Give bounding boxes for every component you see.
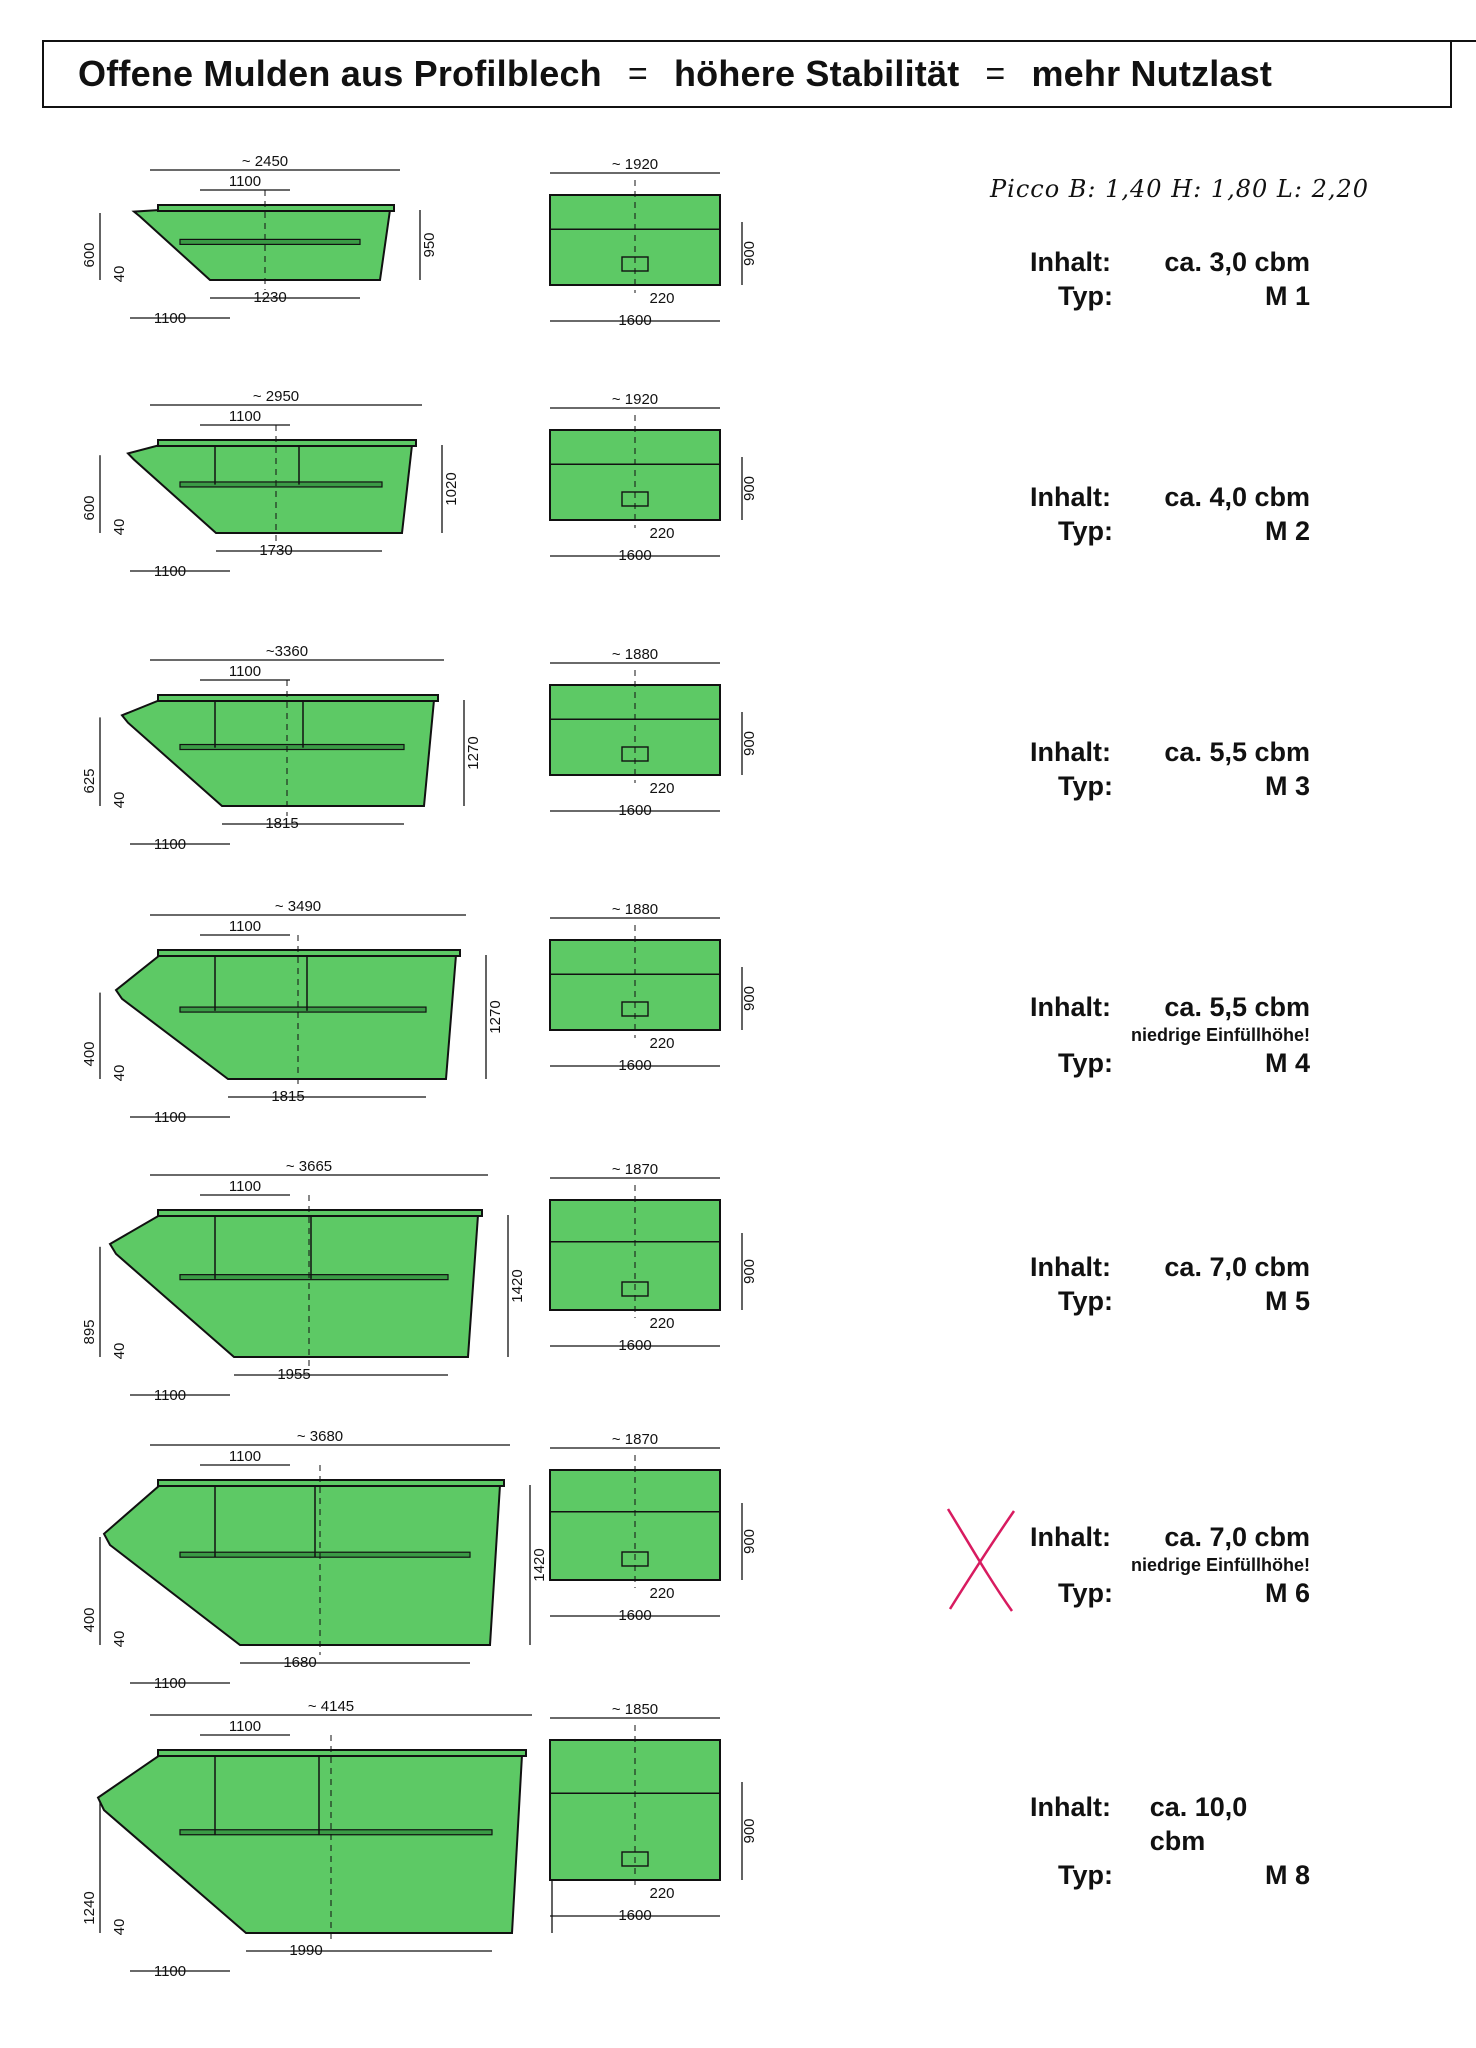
typ-label: Typ: xyxy=(1058,1578,1113,1608)
inhalt-line xyxy=(1030,245,1310,279)
side-bottom-label: 1730 xyxy=(259,542,293,559)
side-bottom-label: 1815 xyxy=(265,815,299,832)
container-info xyxy=(1030,735,1310,803)
inhalt-line xyxy=(1030,480,1310,514)
front-view-drawing xyxy=(520,1155,758,1385)
side-foot-label: 40 xyxy=(111,518,128,536)
front-width-label: ~ 1880 xyxy=(611,901,659,918)
front-height-label: 900 xyxy=(741,1818,758,1844)
front-width-label: ~ 1920 xyxy=(611,391,659,408)
page-header xyxy=(42,40,1452,108)
front-pad-label: 220 xyxy=(649,780,675,797)
inhalt-label: Inhalt: xyxy=(1030,247,1111,277)
side-rail xyxy=(180,239,360,244)
side-base-label: 1100 xyxy=(153,563,187,580)
typ-line xyxy=(1030,1284,1310,1318)
side-base-label: 1100 xyxy=(153,1109,187,1126)
inhalt-value: ca. 10,0 cbm xyxy=(1149,1792,1248,1856)
header-rule xyxy=(1452,40,1476,42)
container-row-m6 xyxy=(0,1425,1476,1692)
side-bottom-label: 1990 xyxy=(289,1942,323,1959)
front-height-label: 900 xyxy=(741,1258,758,1285)
side-length-label: ~3360 xyxy=(265,643,309,660)
inhalt-label: Inhalt: xyxy=(1030,1252,1111,1282)
side-rail xyxy=(180,745,404,750)
side-top-label: 1100 xyxy=(228,408,262,425)
side-rim xyxy=(158,1750,526,1756)
side-top-label: 1100 xyxy=(228,1178,262,1195)
front-pad-label: 220 xyxy=(649,290,675,307)
container-row-m8 xyxy=(0,1695,1476,1980)
header-equals-1: = xyxy=(627,54,648,93)
side-view-drawing xyxy=(70,1695,490,1980)
side-top-label: 1100 xyxy=(228,663,262,680)
side-bottom-label: 1815 xyxy=(271,1088,305,1105)
front-pad-label: 220 xyxy=(649,1885,675,1902)
front-height-label: 900 xyxy=(741,730,758,757)
side-rail xyxy=(180,482,382,487)
side-bottom-label: 1955 xyxy=(277,1366,311,1383)
typ-line xyxy=(1030,1576,1310,1610)
side-length-label: ~ 2950 xyxy=(252,388,300,405)
fill-height-note: niedrige Einfüllhöhe! xyxy=(1131,1025,1310,1045)
container-row-m2 xyxy=(0,385,1476,635)
front-width-label: ~ 1870 xyxy=(611,1161,659,1178)
side-foot-label: 40 xyxy=(111,1064,128,1082)
side-left-height-label: 600 xyxy=(81,242,98,268)
side-foot-label: 40 xyxy=(111,1342,128,1360)
side-length-label: ~ 3490 xyxy=(274,898,322,915)
side-body xyxy=(128,445,412,533)
inhalt-line xyxy=(1030,735,1310,769)
side-bottom-label: 1680 xyxy=(283,1654,317,1671)
inhalt-line xyxy=(1030,1520,1310,1554)
inhalt-value: ca. 5,5 cbm xyxy=(1164,737,1310,767)
inhalt-line xyxy=(1030,1250,1310,1284)
side-view-drawing xyxy=(70,150,490,380)
front-base-label: 1600 xyxy=(618,1057,652,1074)
front-width-label: ~ 1880 xyxy=(611,646,659,663)
inhalt-label: Inhalt: xyxy=(1030,1792,1111,1822)
container-info xyxy=(1030,1250,1310,1318)
side-rim xyxy=(158,1210,482,1216)
inhalt-value: ca. 4,0 cbm xyxy=(1164,482,1310,512)
side-top-label: 1100 xyxy=(228,1718,262,1735)
typ-line xyxy=(1030,1046,1310,1080)
side-view-drawing xyxy=(70,1425,548,1692)
side-left-height-label: 400 xyxy=(81,1607,98,1633)
side-body xyxy=(104,1485,500,1645)
side-body xyxy=(122,700,434,806)
side-left-height-label: 1240 xyxy=(81,1891,98,1925)
side-length-label: ~ 4145 xyxy=(307,1698,355,1715)
side-base-label: 1100 xyxy=(153,310,187,327)
side-foot-label: 40 xyxy=(111,1630,128,1648)
side-height-label: 1020 xyxy=(443,472,460,506)
side-height-label: 1270 xyxy=(465,736,482,770)
inhalt-line xyxy=(1030,1790,1310,1858)
side-view-drawing xyxy=(70,385,490,615)
side-rim xyxy=(158,1480,504,1486)
container-row-m3 xyxy=(0,640,1476,890)
side-top-label: 1100 xyxy=(228,173,262,190)
side-left-height-label: 400 xyxy=(81,1041,98,1067)
side-rail xyxy=(180,1830,492,1835)
front-width-label: ~ 1870 xyxy=(611,1431,659,1448)
fill-height-note: niedrige Einfüllhöhe! xyxy=(1131,1555,1310,1575)
side-foot-label: 40 xyxy=(111,265,128,283)
side-top-label: 1100 xyxy=(228,918,262,935)
side-body xyxy=(110,1215,478,1357)
front-pad-label: 220 xyxy=(649,1035,675,1052)
inhalt-label: Inhalt: xyxy=(1030,992,1111,1022)
side-body xyxy=(116,955,456,1079)
container-info xyxy=(1030,1520,1310,1610)
inhalt-value: ca. 7,0 cbm xyxy=(1164,1522,1310,1552)
front-base-label: 1600 xyxy=(618,312,652,329)
side-height-label: 1420 xyxy=(509,1269,526,1303)
side-foot-label: 40 xyxy=(111,791,128,809)
front-base-label: 1600 xyxy=(618,802,652,819)
side-left-height-label: 625 xyxy=(81,768,98,794)
container-row-m5 xyxy=(0,1155,1476,1405)
front-base-label: 1600 xyxy=(618,1607,652,1624)
side-bottom-label: 1230 xyxy=(253,289,287,306)
front-base-label: 1600 xyxy=(618,547,652,564)
inhalt-line xyxy=(1030,990,1310,1024)
side-left-height-label: 895 xyxy=(81,1319,98,1345)
front-base-label: 1600 xyxy=(618,1907,652,1924)
typ-label: Typ: xyxy=(1058,1860,1113,1890)
side-length-label: ~ 2450 xyxy=(241,153,289,170)
typ-value: M 8 xyxy=(1264,1860,1310,1890)
side-view-drawing xyxy=(70,1155,526,1404)
front-height-label: 900 xyxy=(741,475,758,502)
inhalt-value: ca. 3,0 cbm xyxy=(1164,247,1310,277)
side-height-label: 1420 xyxy=(531,1548,548,1582)
side-view-drawing xyxy=(70,640,490,870)
inhalt-value: ca. 7,0 cbm xyxy=(1164,1252,1310,1282)
typ-label: Typ: xyxy=(1058,771,1113,801)
typ-line xyxy=(1030,514,1310,548)
side-rim xyxy=(158,950,460,956)
front-view-drawing xyxy=(520,640,758,870)
side-rail xyxy=(180,1007,426,1012)
typ-label: Typ: xyxy=(1058,1286,1113,1316)
typ-value: M 1 xyxy=(1264,281,1310,311)
container-info xyxy=(1030,990,1310,1080)
handwritten-note: Picco B: 1,40 H: 1,80 L: 2,20 xyxy=(990,175,1370,203)
inhalt-label: Inhalt: xyxy=(1030,482,1111,512)
typ-value: M 2 xyxy=(1264,516,1310,546)
header-part-1: Offene Mulden aus Profilblech xyxy=(78,53,602,94)
container-row-m4 xyxy=(0,895,1476,1145)
front-pad-label: 220 xyxy=(649,1315,675,1332)
front-pad-label: 220 xyxy=(649,1585,675,1602)
side-rail xyxy=(180,1552,470,1557)
container-info xyxy=(1030,480,1310,548)
side-rim xyxy=(158,695,438,701)
side-rim xyxy=(158,205,394,211)
front-view-drawing xyxy=(520,895,758,1125)
front-height-label: 900 xyxy=(741,240,758,267)
typ-value: M 6 xyxy=(1264,1578,1310,1608)
typ-line xyxy=(1030,279,1310,313)
front-width-label: ~ 1850 xyxy=(611,1701,659,1718)
typ-label: Typ: xyxy=(1058,1048,1113,1078)
side-foot-label: 40 xyxy=(111,1918,128,1936)
side-base-label: 1100 xyxy=(153,1675,187,1692)
strike-x-mark xyxy=(940,1505,1020,1615)
side-base-label: 1100 xyxy=(153,1963,187,1980)
front-view-drawing xyxy=(520,150,758,380)
header-equals-2: = xyxy=(985,54,1006,93)
container-info xyxy=(1030,245,1310,313)
typ-value: M 3 xyxy=(1264,771,1310,801)
side-height-label: 950 xyxy=(421,232,438,258)
typ-label: Typ: xyxy=(1058,516,1113,546)
side-rim xyxy=(158,440,416,446)
typ-label: Typ: xyxy=(1058,281,1113,311)
side-rail xyxy=(180,1275,448,1280)
side-length-label: ~ 3665 xyxy=(285,1158,333,1175)
side-length-label: ~ 3680 xyxy=(296,1428,344,1445)
side-top-label: 1100 xyxy=(228,1448,262,1465)
front-view-drawing xyxy=(520,1425,758,1655)
side-base-label: 1100 xyxy=(153,836,187,853)
front-height-label: 900 xyxy=(741,1528,758,1555)
inhalt-value: ca. 5,5 cbm xyxy=(1164,992,1310,1022)
container-info xyxy=(1030,1790,1310,1892)
front-width-label: ~ 1920 xyxy=(611,156,659,173)
header-part-2: höhere Stabilität xyxy=(673,53,960,94)
front-view-drawing xyxy=(520,1695,758,1925)
front-height-label: 900 xyxy=(741,985,758,1012)
side-view-drawing xyxy=(70,895,504,1126)
front-pad-label: 220 xyxy=(649,525,675,542)
side-body xyxy=(98,1755,522,1933)
typ-value: M 4 xyxy=(1264,1048,1310,1078)
container-row-m1 xyxy=(0,150,1476,400)
side-height-label: 1270 xyxy=(487,1000,504,1034)
front-base-label: 1600 xyxy=(618,1337,652,1354)
typ-value: M 5 xyxy=(1264,1286,1310,1316)
header-part-3: mehr Nutzlast xyxy=(1031,53,1273,94)
inhalt-label: Inhalt: xyxy=(1030,737,1111,767)
side-left-height-label: 600 xyxy=(81,495,98,521)
front-view-drawing xyxy=(520,385,758,615)
typ-line xyxy=(1030,769,1310,803)
typ-line xyxy=(1030,1858,1310,1892)
side-base-label: 1100 xyxy=(153,1387,187,1404)
inhalt-label: Inhalt: xyxy=(1030,1522,1111,1552)
